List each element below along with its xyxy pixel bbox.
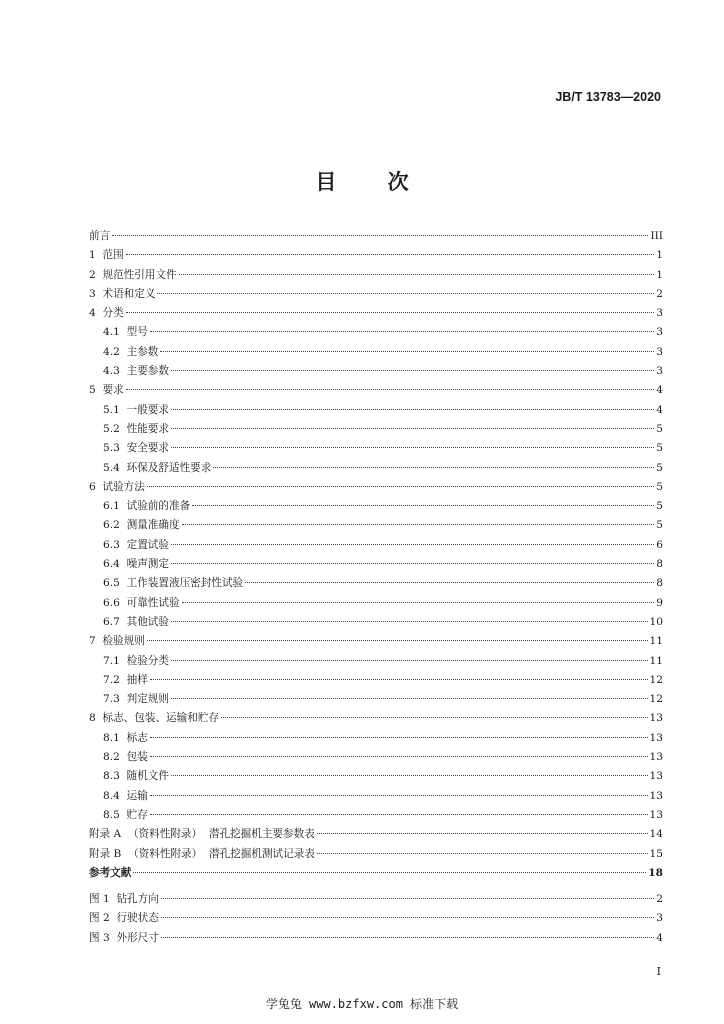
entry-gap (120, 497, 127, 516)
entry-gap (120, 767, 127, 786)
entry-number: 6.1 (103, 500, 120, 513)
entry-gap (120, 671, 127, 690)
entry-label: 主要参数 (126, 365, 169, 378)
entry-number: 6.2 (103, 519, 120, 532)
dot-leader (150, 679, 648, 680)
entry-number: 4.1 (103, 326, 120, 339)
entry-gap (120, 323, 127, 342)
entry-page: 4 (656, 931, 663, 944)
entry-page: 13 (649, 712, 663, 725)
entry-page: 2 (656, 893, 663, 905)
dot-leader (182, 602, 655, 603)
entry-page: 2 (656, 287, 663, 300)
watermark-footer: 学兔兔 www.bzfxw.com 标准下载 (265, 997, 459, 1011)
entry-gap (120, 594, 127, 613)
toc-entry[interactable] (89, 767, 663, 786)
toc-entry[interactable] (89, 632, 663, 651)
toc-entry[interactable] (89, 729, 663, 748)
entry-page: 6 (656, 538, 663, 551)
entry-gap (96, 266, 103, 285)
dot-leader (126, 254, 655, 255)
entry-number: 5.3 (103, 442, 120, 455)
entry-page: 3 (656, 326, 663, 339)
entry-number: 8 (89, 712, 96, 725)
entry-gap (96, 478, 103, 497)
entry-number: 7.3 (103, 693, 120, 706)
dot-leader (157, 293, 654, 294)
toc-entry[interactable] (89, 671, 663, 690)
toc-entry[interactable] (89, 381, 663, 400)
dot-leader (112, 235, 648, 236)
entry-gap (96, 304, 103, 323)
dot-leader (221, 717, 647, 718)
entry-number: 图 3 (89, 931, 110, 944)
entry-page: 13 (649, 789, 663, 802)
entry-page: 13 (649, 731, 663, 744)
entry-page: 3 (656, 307, 663, 320)
entry-number: 4.2 (103, 345, 120, 358)
entry-page: 18 (648, 866, 663, 879)
entry-gap (120, 613, 127, 632)
entry-gap (120, 536, 127, 555)
entry-gap (120, 420, 127, 439)
dot-leader (171, 370, 654, 371)
entry-page: 3 (656, 345, 663, 358)
entry-label: 其他试验 (126, 615, 169, 628)
entry-page: 4 (656, 384, 663, 397)
toc-entry[interactable] (89, 536, 663, 555)
entry-page: 5 (656, 442, 663, 455)
entry-number: 7 (89, 635, 96, 648)
toc-entry[interactable] (89, 787, 663, 806)
standard-number: JB/T 13783—2020 (555, 90, 661, 104)
entry-page: 11 (649, 654, 663, 667)
entry-number: 6.7 (103, 615, 120, 628)
entry-gap (120, 362, 127, 381)
entry-label: 术语和定义 (102, 287, 156, 300)
entry-gap (96, 246, 103, 265)
entry-label: 工作装置液压密封性试验 (126, 577, 244, 590)
entry-label: （资料性附录） 潜孔挖掘机主要参数表 (127, 828, 315, 841)
toc-entry[interactable] (89, 574, 663, 593)
dot-leader (182, 524, 655, 525)
entry-number: 5.2 (103, 422, 120, 435)
entry-gap (121, 825, 128, 844)
toc-entry[interactable] (89, 420, 663, 439)
entry-page: 5 (656, 480, 663, 493)
entry-number: 8.5 (103, 808, 120, 821)
entry-page: 1 (656, 249, 663, 262)
entry-gap (120, 729, 127, 748)
entry-gap (96, 285, 103, 304)
entry-gap (120, 439, 127, 458)
figure-entry[interactable] (89, 909, 663, 928)
entry-page: 4 (656, 403, 663, 416)
toc-entry[interactable] (89, 516, 663, 535)
dot-leader (126, 389, 655, 390)
entry-label: 钻孔方向 (116, 893, 159, 905)
entry-page: 11 (649, 635, 663, 648)
dot-leader (245, 582, 654, 583)
entry-label: 试验方法 (102, 480, 145, 493)
entry-label: 标志、包装、运输和贮存 (102, 712, 220, 725)
entry-page: 5 (656, 422, 663, 435)
entry-number: 3 (89, 287, 96, 300)
toc-entry[interactable] (89, 439, 663, 458)
toc-entry[interactable] (89, 690, 663, 709)
entry-label: 安全要求 (126, 442, 169, 455)
dot-leader (171, 775, 648, 776)
dot-leader (126, 312, 655, 313)
dot-leader (171, 409, 654, 410)
entry-page: 13 (649, 751, 663, 764)
entry-label: 定置试验 (126, 538, 169, 551)
entry-gap (110, 929, 117, 948)
toc-entry[interactable] (89, 825, 663, 844)
dot-leader (171, 698, 648, 699)
entry-label: 运输 (126, 789, 148, 802)
entry-page: 12 (649, 673, 663, 686)
toc-entry[interactable] (89, 845, 663, 864)
entry-number: 6 (89, 480, 96, 493)
page-title: 目 次 (315, 170, 431, 194)
figure-entry[interactable] (89, 890, 663, 909)
entry-label: 检验规则 (102, 635, 145, 648)
entry-gap (120, 652, 127, 671)
toc-entry[interactable] (89, 594, 663, 613)
dot-leader (171, 660, 648, 661)
toc-entry[interactable] (89, 709, 663, 728)
entry-gap (96, 632, 103, 651)
entry-number: 4.3 (103, 365, 120, 378)
entry-label: 型号 (126, 326, 148, 339)
entry-gap (120, 806, 127, 825)
entry-number: 5 (89, 384, 96, 397)
toc-entry[interactable] (89, 748, 663, 767)
entry-label: 判定规则 (126, 693, 169, 706)
entry-number: 4 (89, 307, 96, 320)
entry-gap (120, 401, 127, 420)
entry-number: 8.3 (103, 770, 120, 783)
entry-label: 主参数 (126, 345, 159, 358)
dot-leader (317, 853, 648, 854)
dot-leader (133, 872, 646, 873)
entry-page: 9 (656, 596, 663, 609)
entry-gap (110, 909, 117, 928)
entry-label: 测量准确度 (126, 519, 180, 532)
entry-page: 13 (649, 808, 663, 821)
toc-entry[interactable] (89, 285, 663, 304)
figure-list (89, 890, 663, 948)
toc-entry[interactable] (89, 806, 663, 825)
entry-gap (96, 381, 103, 400)
entry-page: 5 (656, 500, 663, 513)
entry-label: 环保及舒适性要求 (126, 461, 212, 474)
entry-number: 6.6 (103, 596, 120, 609)
figure-entry[interactable] (89, 929, 663, 948)
entry-page: III (650, 230, 663, 242)
dot-leader (150, 795, 648, 796)
toc-entry[interactable] (89, 246, 663, 265)
entry-number: 2 (89, 268, 96, 281)
entry-gap (120, 555, 127, 574)
entry-label: 要求 (102, 384, 124, 397)
entry-gap (120, 748, 127, 767)
entry-label: 标志 (126, 731, 148, 744)
dot-leader (150, 814, 648, 815)
entry-number: 图 1 (89, 893, 110, 905)
entry-gap (120, 516, 127, 535)
toc-entry[interactable] (89, 497, 663, 516)
table-of-contents (89, 227, 663, 883)
entry-label: 范围 (102, 249, 124, 262)
entry-number: 7.2 (103, 673, 120, 686)
dot-leader (171, 544, 654, 545)
entry-number: 6.4 (103, 558, 120, 571)
entry-page: 8 (656, 577, 663, 590)
entry-page: 14 (649, 828, 663, 841)
entry-gap (120, 343, 127, 362)
dot-leader (179, 274, 655, 275)
entry-number: 6.3 (103, 538, 120, 551)
entry-page: 3 (656, 365, 663, 378)
entry-page: 13 (649, 770, 663, 783)
toc-entry[interactable] (89, 459, 663, 478)
entry-page: 15 (649, 847, 663, 860)
dot-leader (150, 756, 648, 757)
dot-leader (150, 331, 654, 332)
entry-page: 8 (656, 558, 663, 571)
entry-page: 3 (656, 912, 663, 925)
toc-entry[interactable] (89, 478, 663, 497)
entry-number: 图 2 (89, 912, 110, 925)
entry-number: 附录 B (89, 847, 122, 860)
dot-leader (171, 621, 648, 622)
entry-number: 5.4 (103, 461, 120, 474)
dot-leader (171, 428, 654, 429)
entry-label: 随机文件 (126, 770, 169, 783)
entry-number: 8.2 (103, 751, 120, 764)
dot-leader (171, 563, 654, 564)
entry-gap (121, 845, 128, 864)
entry-label: 噪声测定 (126, 558, 169, 571)
dot-leader (317, 833, 648, 834)
entry-label: 一般要求 (126, 403, 169, 416)
toc-entry[interactable] (89, 864, 663, 883)
entry-number: 附录 A (89, 828, 122, 841)
dot-leader (213, 467, 654, 468)
entry-label: 参考文献 (89, 866, 132, 879)
dot-leader (150, 737, 648, 738)
entry-gap (120, 690, 127, 709)
toc-entry[interactable] (89, 362, 663, 381)
dot-leader (147, 640, 648, 641)
toc-entry[interactable] (89, 401, 663, 420)
toc-entry[interactable] (89, 613, 663, 632)
dot-leader (161, 898, 654, 899)
dot-leader (160, 351, 654, 352)
entry-gap (120, 459, 127, 478)
toc-entry[interactable] (89, 323, 663, 342)
entry-label: 试验前的准备 (126, 500, 191, 513)
entry-label: 抽样 (126, 673, 148, 686)
toc-entry[interactable] (89, 266, 663, 285)
entry-label: 可靠性试验 (126, 596, 180, 609)
entry-gap (110, 890, 117, 909)
entry-label: （资料性附录） 潜孔挖掘机测试记录表 (128, 847, 315, 860)
toc-entry[interactable] (89, 227, 663, 246)
toc-entry[interactable] (89, 304, 663, 323)
entry-page: 5 (656, 519, 663, 532)
entry-number: 5.1 (103, 403, 120, 416)
entry-page: 12 (649, 693, 663, 706)
entry-page: 5 (656, 461, 663, 474)
entry-page: 10 (649, 615, 663, 628)
entry-label: 性能要求 (126, 422, 169, 435)
entry-gap (96, 709, 103, 728)
entry-label: 行驶状态 (116, 912, 159, 925)
entry-number: 8.1 (103, 731, 120, 744)
entry-number: 1 (89, 249, 96, 262)
dot-leader (147, 486, 654, 487)
entry-label: 前言 (89, 230, 111, 242)
entry-label: 外形尺寸 (116, 931, 159, 944)
entry-number: 7.1 (103, 654, 120, 667)
entry-gap (120, 574, 127, 593)
entry-label: 规范性引用文件 (102, 268, 177, 281)
entry-number: 8.4 (103, 789, 120, 802)
toc-entry[interactable] (89, 555, 663, 574)
entry-label: 检验分类 (126, 654, 169, 667)
entry-label: 包装 (126, 751, 148, 764)
entry-gap (120, 787, 127, 806)
dot-leader (161, 937, 654, 938)
toc-entry[interactable] (89, 652, 663, 671)
entry-label: 分类 (102, 307, 124, 320)
entry-number: 6.5 (103, 577, 120, 590)
dot-leader (192, 505, 654, 506)
dot-leader (171, 447, 654, 448)
entry-page: 1 (656, 268, 663, 281)
page-number: I (656, 965, 661, 978)
entry-label: 贮存 (126, 808, 148, 821)
toc-entry[interactable] (89, 343, 663, 362)
dot-leader (161, 917, 654, 918)
